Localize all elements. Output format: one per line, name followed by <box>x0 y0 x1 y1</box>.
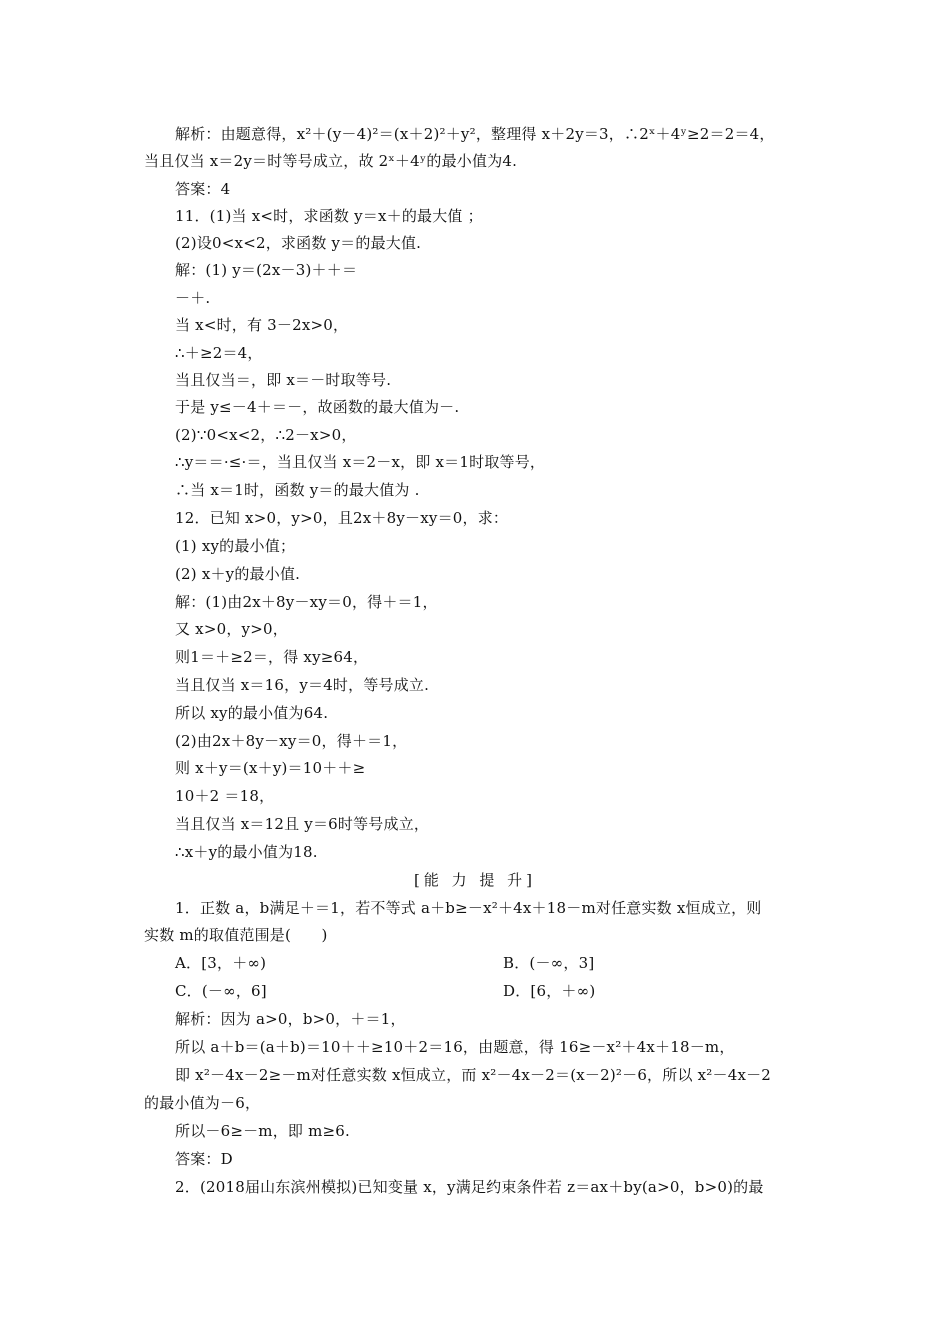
text-line: 当且仅当＝，即 x＝－时取等号. <box>175 371 392 389</box>
text-line: ∴y＝＝·≤·＝，当且仅当 x＝2－x，即 x＝1时取等号， <box>175 453 546 471</box>
text-line: 解析：因为 a>0，b>0，＋＝1， <box>175 1010 406 1028</box>
text-line: 当且仅当 x＝2y＝时等号成立，故 2ˣ＋4ʸ的最小值为4. <box>144 152 518 170</box>
text-line: 解：(1) y＝(2x－3)＋＋＝ <box>175 261 358 279</box>
text-line: 答案：D <box>175 1150 233 1168</box>
text-line: 解析：由题意得，x²＋(y－4)²＝(x＋2)²＋y²，整理得 x＋2y＝3，∴2ˣ＋4ʸ≥2＝2＝4， <box>175 125 775 143</box>
text-line: 实数 m的取值范围是( ) <box>144 926 328 944</box>
text-line: (2)设0<x<2，求函数 y＝的最大值. <box>175 234 422 252</box>
text-line: 答案：4 <box>175 180 231 198</box>
text-line: 又 x>0，y>0， <box>175 620 288 638</box>
text-line: 所以 xy的最小值为64. <box>175 704 329 722</box>
option-d: D．[6，＋∞) <box>503 982 596 1000</box>
text-line: 则1＝＋≥2＝，得 xy≥64， <box>175 648 369 666</box>
text-line: 于是 y≤－4＋＝－，故函数的最大值为－. <box>175 398 460 416</box>
text-line: 当且仅当 x＝12且 y＝6时等号成立， <box>175 815 430 833</box>
text-line: 则 x＋y＝(x＋y)＝10＋＋≥ <box>175 759 366 777</box>
text-line: 解：(1)由2x＋8y－xy＝0，得＋＝1， <box>175 593 438 611</box>
text-line: ∴当 x＝1时，函数 y＝的最大值为 . <box>175 481 420 499</box>
text-line: (1) xy的最小值； <box>175 537 296 555</box>
option-b: B．(－∞，3] <box>503 954 595 972</box>
text-line: 12．已知 x>0，y>0，且2x＋8y－xy＝0，求： <box>175 509 509 527</box>
text-line: 10＋2 ＝18， <box>175 787 275 805</box>
text-line: －＋. <box>175 289 211 307</box>
text-line: 当且仅当 x＝16，y＝4时，等号成立. <box>175 676 430 694</box>
option-c: C．(－∞，6] <box>175 982 267 1000</box>
option-a: A．[3，＋∞) <box>175 954 267 972</box>
text-line: 的最小值为－6， <box>144 1094 261 1112</box>
text-line: 所以－6≥－m，即 m≥6. <box>175 1122 351 1140</box>
text-line: 2．(2018届山东滨州模拟)已知变量 x，y满足约束条件若 z＝ax＋by(a>0，b>0)的最 <box>175 1178 764 1196</box>
text-line: (2)由2x＋8y－xy＝0，得＋＝1， <box>175 732 408 750</box>
text-line: 当 x<时，有 3－2x>0， <box>175 316 349 334</box>
text-line: 所以 a＋b＝(a＋b)＝10＋＋≥10＋2＝16，由题意，得 16≥－x²＋4x＋18－m， <box>175 1038 735 1056</box>
text-line: (2) x＋y的最小值. <box>175 565 301 583</box>
text-line: 1．正数 a，b满足＋＝1，若不等式 a＋b≥－x²＋4x＋18－m对任意实数 x恒成立，则 <box>175 899 762 917</box>
text-line: 即 x²－4x－2≥－m对任意实数 x恒成立，而 x²－4x－2＝(x－2)²－6，所以 x²－4x－2 <box>175 1066 772 1084</box>
text-line: ∴＋≥2＝4， <box>175 344 263 362</box>
text-line: 11．(1)当 x<时，求函数 y＝x＋的最大值 ； <box>175 207 483 225</box>
text-line: (2)∵0<x<2，∴2－x>0， <box>175 426 357 444</box>
text-line: ∴x＋y的最小值为18. <box>175 843 318 861</box>
section-heading: [能 力 提 升] <box>413 871 536 889</box>
